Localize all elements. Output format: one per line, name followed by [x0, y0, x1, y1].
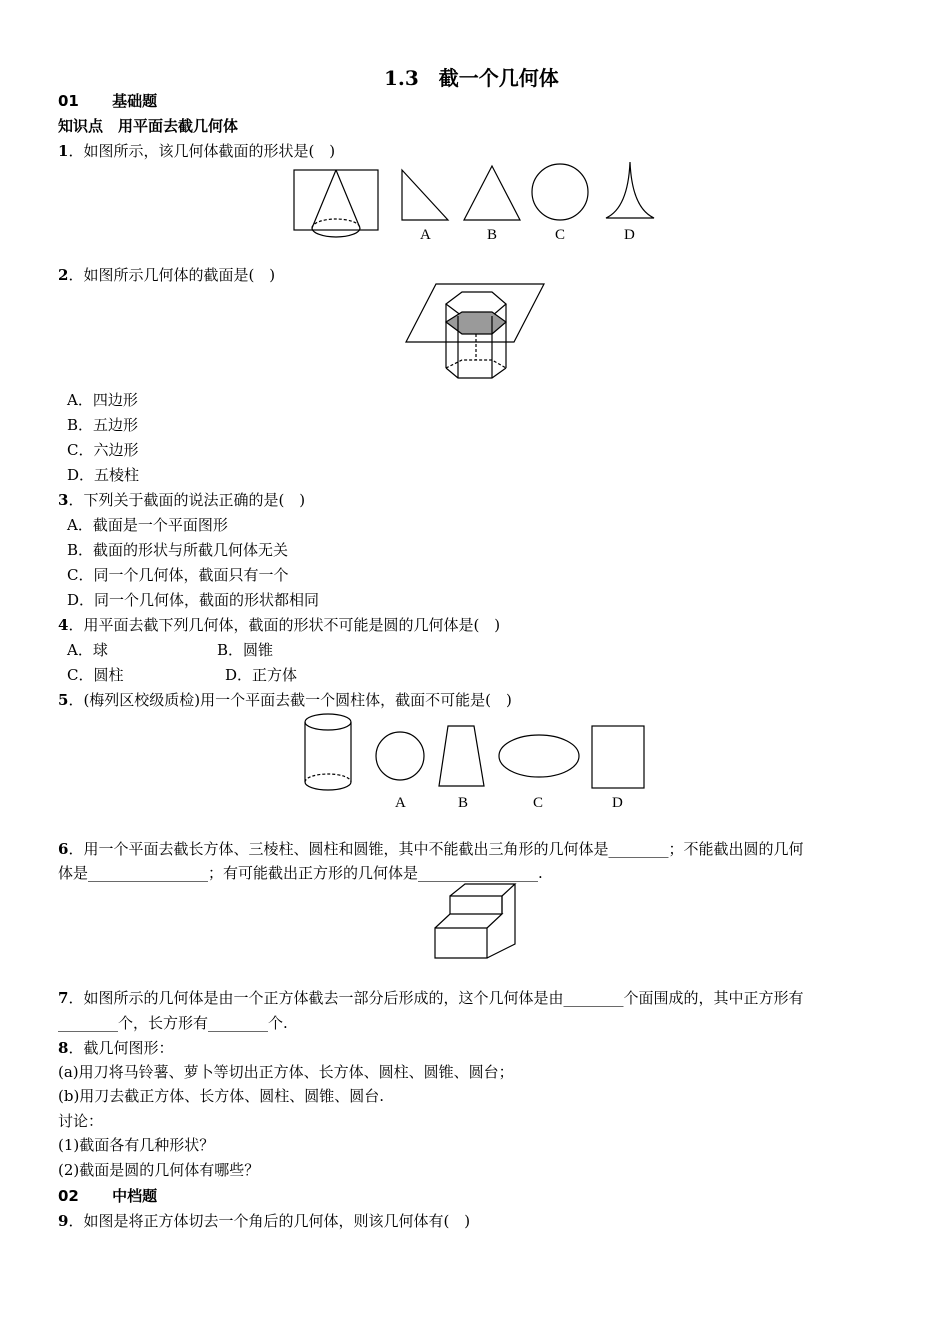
question-4: [58, 614, 500, 635]
section-number: 02: [58, 1187, 79, 1205]
q5-label-c: C: [533, 795, 544, 811]
prism-hidden-edges: [446, 334, 506, 368]
q5-label-a: A: [395, 795, 406, 811]
cylinder-sides: [305, 722, 351, 782]
q1-label-d: D: [624, 227, 635, 243]
question-number: 6: [58, 840, 69, 858]
lower-top: [435, 914, 502, 928]
question-6: [58, 838, 803, 859]
q8-line-b: (b)用刀去截正方体、长方体、圆柱、圆锥、圆台.: [58, 1087, 385, 1105]
question-text: ．用平面去截下列几何体，截面的形状不可能是圆的几何体是( ): [68, 616, 501, 634]
option-d-shape: [606, 162, 654, 218]
question-number: 3: [58, 491, 69, 509]
q1-label-c: C: [555, 227, 566, 243]
q4-option-d: D．正方体: [225, 666, 298, 684]
q4-option-b: B．圆锥: [217, 641, 274, 659]
question-text: ．截几何图形：: [68, 1039, 174, 1057]
q2-option-a: A．四边形: [67, 391, 138, 409]
cutting-plane: [294, 170, 378, 230]
section-basic: [58, 90, 157, 111]
question-number: 2: [58, 266, 69, 284]
question-text: ．如图所示几何体的截面是( ): [68, 266, 276, 284]
question-number: 8: [58, 1039, 69, 1057]
cone-base-front: [312, 228, 360, 237]
question-number: 9: [58, 1212, 69, 1230]
q7-figure: [0, 882, 950, 962]
question-number: 4: [58, 616, 69, 634]
knowledge-point: 知识点 用平面去截几何体: [58, 117, 239, 135]
section-mid: [58, 1185, 157, 1206]
q2-option-b: B．五边形: [67, 416, 139, 434]
cone-base-back: [312, 219, 360, 228]
q4-option-c: C．圆柱: [67, 666, 124, 684]
upper-front: [450, 896, 502, 914]
option-b-shape: [439, 726, 484, 786]
question-6-continued: 体是________________；有可能截出正方形的几何体是________________.: [58, 864, 543, 882]
section-label: 中档题: [112, 1187, 158, 1205]
option-a-shape: [402, 170, 448, 220]
q1-label-b: B: [487, 227, 498, 243]
q2-figure: [0, 282, 950, 382]
option-c-shape: [499, 735, 579, 777]
cylinder-top: [305, 714, 351, 730]
question-number: 5: [58, 691, 69, 709]
question-text: ．如图所示的几何体是由一个正方体截去一部分后形成的，这个几何体是由________个面围成的，其中正方形有: [68, 989, 804, 1007]
question-number: 1: [58, 142, 69, 160]
q5-figure: [0, 708, 950, 798]
q1-label-a: A: [420, 227, 431, 243]
question-7: [58, 987, 803, 1008]
q8-sub-2: (2)截面是圆的几何体有哪些？: [58, 1161, 260, 1179]
question-text: ．下列关于截面的说法正确的是( ): [68, 491, 306, 509]
cylinder-base-back: [305, 774, 351, 782]
option-c-shape: [532, 164, 588, 220]
question-number: 7: [58, 989, 69, 1007]
q3-option-a: A．截面是一个平面图形: [67, 516, 228, 534]
question-text: ．如图是将正方体切去一个角后的几何体，则该几何体有( ): [68, 1212, 471, 1230]
prism-bottom: [446, 368, 506, 378]
q8-discussion: 讨论：: [58, 1112, 104, 1130]
lower-front: [435, 928, 487, 958]
question-7-continued: ________个，长方形有________个.: [58, 1014, 288, 1032]
option-b-shape: [464, 166, 520, 220]
option-d-shape: [592, 726, 644, 788]
q4-option-a: A．球: [67, 641, 108, 659]
section-number: 01: [58, 92, 79, 110]
question-text: ．用一个平面去截长方体、三棱柱、圆柱和圆锥，其中不能截出三角形的几何体是________；不能截出圆的几何: [68, 840, 804, 858]
q5-label-d: D: [612, 795, 623, 811]
q1-figure: [0, 158, 950, 248]
q8-sub-1: (1)截面各有几种形状？: [58, 1136, 215, 1154]
section-label: 基础题: [112, 92, 158, 110]
cross-section: [446, 312, 506, 334]
q2-option-c: C．六边形: [67, 441, 139, 459]
cylinder-base-front: [305, 782, 351, 790]
q8-line-a: (a)用刀将马铃薯、萝卜等切出正方体、长方体、圆柱、圆锥、圆台；: [58, 1063, 514, 1081]
q3-option-c: C．同一个几何体，截面只有一个: [67, 566, 289, 584]
question-9: [58, 1210, 470, 1231]
right-side: [487, 884, 515, 958]
page-title: 1.3 截一个几何体: [384, 66, 559, 90]
q5-label-b: B: [458, 795, 469, 811]
question-text: ．如图所示，该几何体截面的形状是( ): [68, 142, 336, 160]
question-5: [58, 689, 512, 710]
option-a-shape: [376, 732, 424, 780]
q3-option-d: D．同一个几何体，截面的形状都相同: [67, 591, 320, 609]
question-3: [58, 489, 305, 510]
question-text: ．(梅列区校级质检)用一个平面去截一个圆柱体，截面不可能是( ): [68, 691, 512, 709]
q2-option-d: D．五棱柱: [67, 466, 140, 484]
q3-option-b: B．截面的形状与所截几何体无关: [67, 541, 289, 559]
question-8: [58, 1037, 173, 1058]
upper-top: [450, 884, 515, 896]
